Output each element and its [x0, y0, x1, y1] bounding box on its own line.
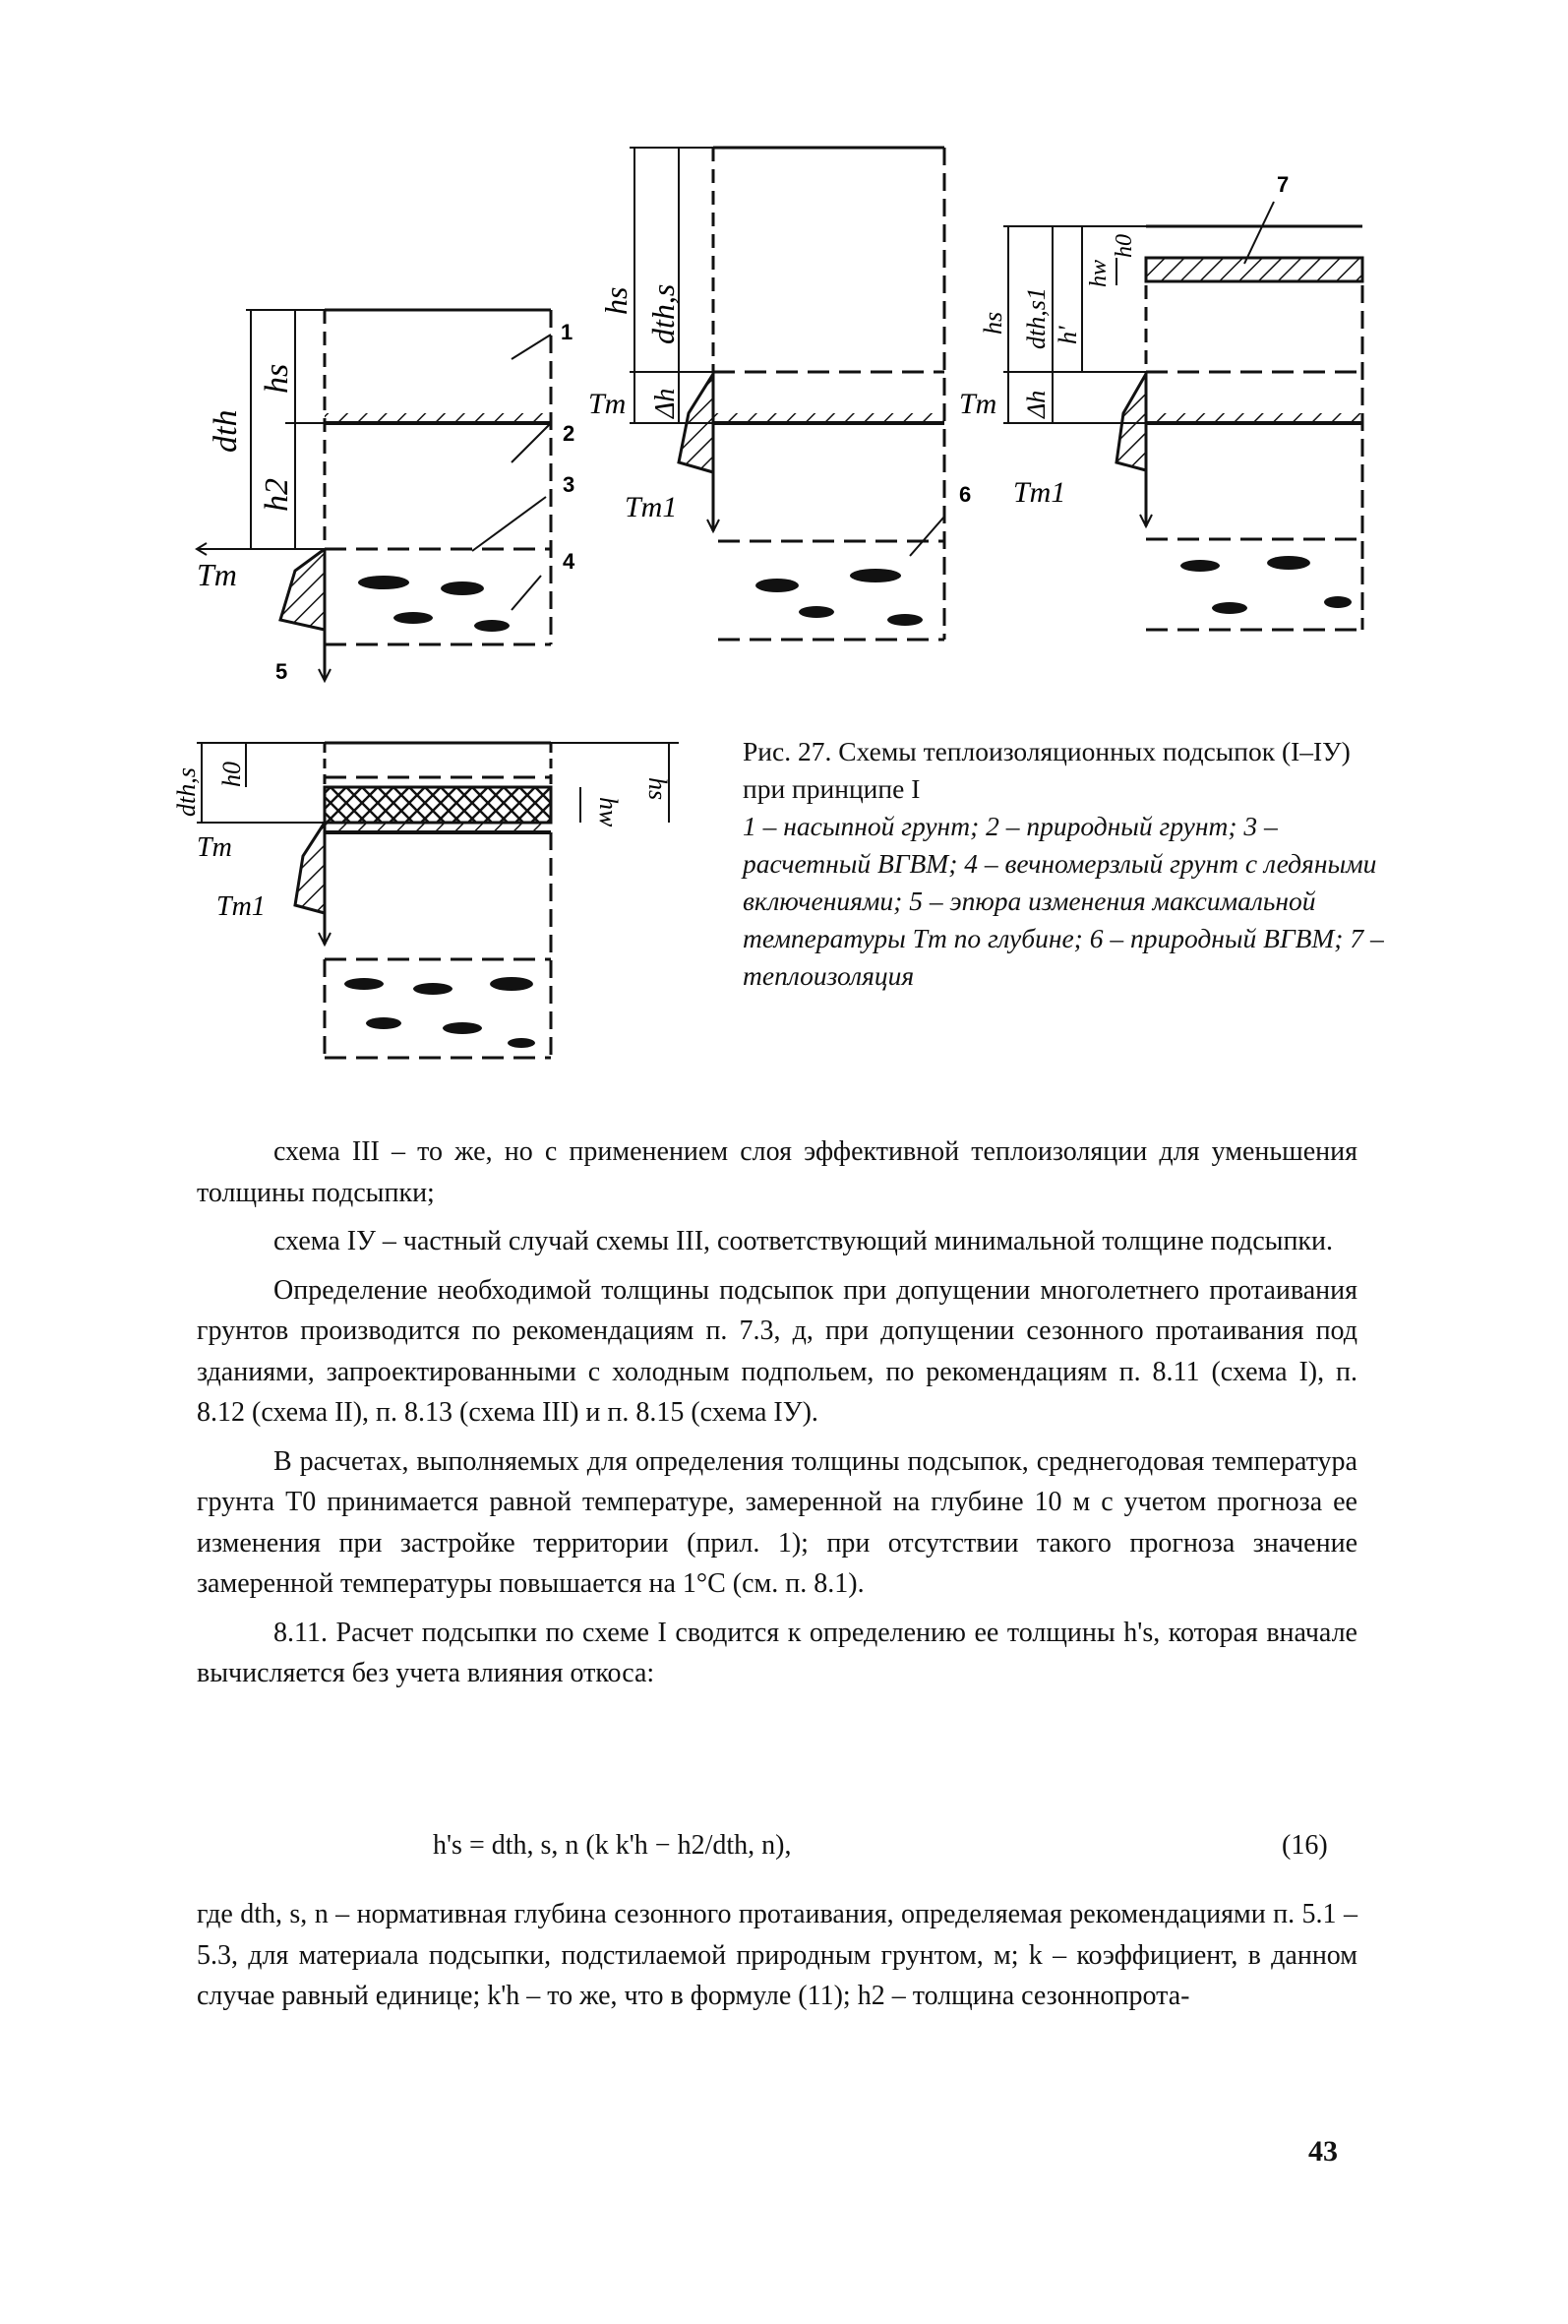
paragraph-where: где dth, s, n – нормативная глубина сезонного протаивания, определяемая рекомендациями п. 5.1 – 5.3, для материала подсыпки, подстилаемой природным грунтом, м; k – коэффициент, в данном случае равный единице; k'h – то же, что в формуле (11); h2 – толщина сезоннопрота-: [197, 1899, 1357, 2011]
label-tm-2: Tm: [588, 388, 627, 420]
scheme-4: [197, 743, 679, 1058]
label-tm1-3: Tm1: [1013, 476, 1066, 509]
label-dth: dth: [208, 409, 244, 453]
label-hw: hw: [1086, 259, 1112, 287]
scheme-1-ice: [358, 576, 510, 632]
label-hprime: h': [1054, 326, 1082, 344]
paragraph-scheme-3: схема III – то же, но с применением слоя эффективной теплоизоляции для уменьшения толщины подсыпки;: [197, 1136, 1357, 1208]
label-dh-2: Δh: [650, 388, 681, 418]
label-tm-3: Tm: [959, 388, 997, 420]
label-hs-2: hs: [598, 286, 633, 315]
equation-number: (16): [1282, 1830, 1328, 1861]
label-hs: hs: [259, 363, 295, 394]
label-6: 6: [959, 482, 972, 507]
scheme-4-ice: [344, 977, 535, 1048]
label-7: 7: [1277, 172, 1290, 197]
scheme-3-ice: [1180, 556, 1352, 614]
label-tm1-2: Tm1: [625, 491, 678, 523]
caption-title: Рис. 27. Схемы теплоизоляционных подсыпок (I–IУ) при принципе I: [743, 736, 1351, 804]
label-1: 1: [561, 320, 573, 344]
label-h0-4: h0: [217, 762, 246, 787]
label-dths-4: dth,s: [172, 767, 201, 817]
caption-legend: 1 – насыпной грунт; 2 – природный грунт; 3 – расчетный ВГВМ; 4 – вечномерзлый грунт с ледяными включениями; 5 – эпюра изменения максимальной температуры Tm по глубине; 6 – природный ВГВМ; 7 – теплоизоляция: [743, 811, 1384, 991]
label-tm-4: Tm: [197, 832, 232, 863]
paragraph-definition: Определение необходимой толщины подсыпок при допущении многолетнего протаивания грунтов производится по рекомендациям п. 7.3, д, при допущении сезонного протаивания под зданиями, запроектированными с холодным подпольем, по рекомендациям п. 8.11 (схема I), п. 8.12 (схема II), п. 8.13 (схема III) и п. 8.15 (схема IУ).: [197, 1274, 1357, 1428]
label-h0: h0: [1112, 234, 1137, 258]
body-text-2: [197, 1894, 1357, 2025]
label-h2: h2: [259, 478, 295, 512]
paragraph-scheme-4: схема IУ – частный случай схемы III, соответствующий минимальной толщине подсыпки.: [273, 1226, 1334, 1256]
label-3: 3: [563, 472, 575, 497]
label-4: 4: [563, 549, 575, 574]
label-2: 2: [563, 421, 575, 446]
figure-caption: [743, 733, 1392, 995]
label-hs-3: hs: [979, 311, 1007, 335]
label-hw-4: hw: [594, 797, 623, 827]
label-5: 5: [275, 659, 288, 684]
label-hs-4: hs: [643, 777, 672, 801]
scheme-2-ice: [755, 569, 923, 626]
label-dh-3: Δh: [1022, 390, 1051, 418]
label-dths: dth,s: [645, 283, 681, 344]
label-tm-1: Tm: [197, 557, 237, 592]
formula-16: h's = dth, s, n (k k'h − h2/dth, n),: [433, 1830, 792, 1861]
label-tm1-4: Tm1: [216, 891, 266, 922]
page-number: 43: [1308, 2135, 1338, 2168]
label-dths1: dth,s1: [1022, 287, 1051, 349]
paragraph-calculations: В расчетах, выполняемых для определения толщины подсыпок, среднегодовая температура грунта T0 принимается равной температуре, замеренной на глубине 10 м с учетом прогноза ее изменения при застройке территории (прил. 1); при отсутствии такого прогноза значение замеренной температуры повышается на 1°C (см. п. 8.1).: [197, 1445, 1357, 1599]
paragraph-8-11: 8.11. Расчет подсыпки по схеме I сводится к определению ее толщины h's, которая вначале вычисляется без учета влияния откоса:: [197, 1617, 1357, 1688]
body-text: [197, 1131, 1357, 1702]
